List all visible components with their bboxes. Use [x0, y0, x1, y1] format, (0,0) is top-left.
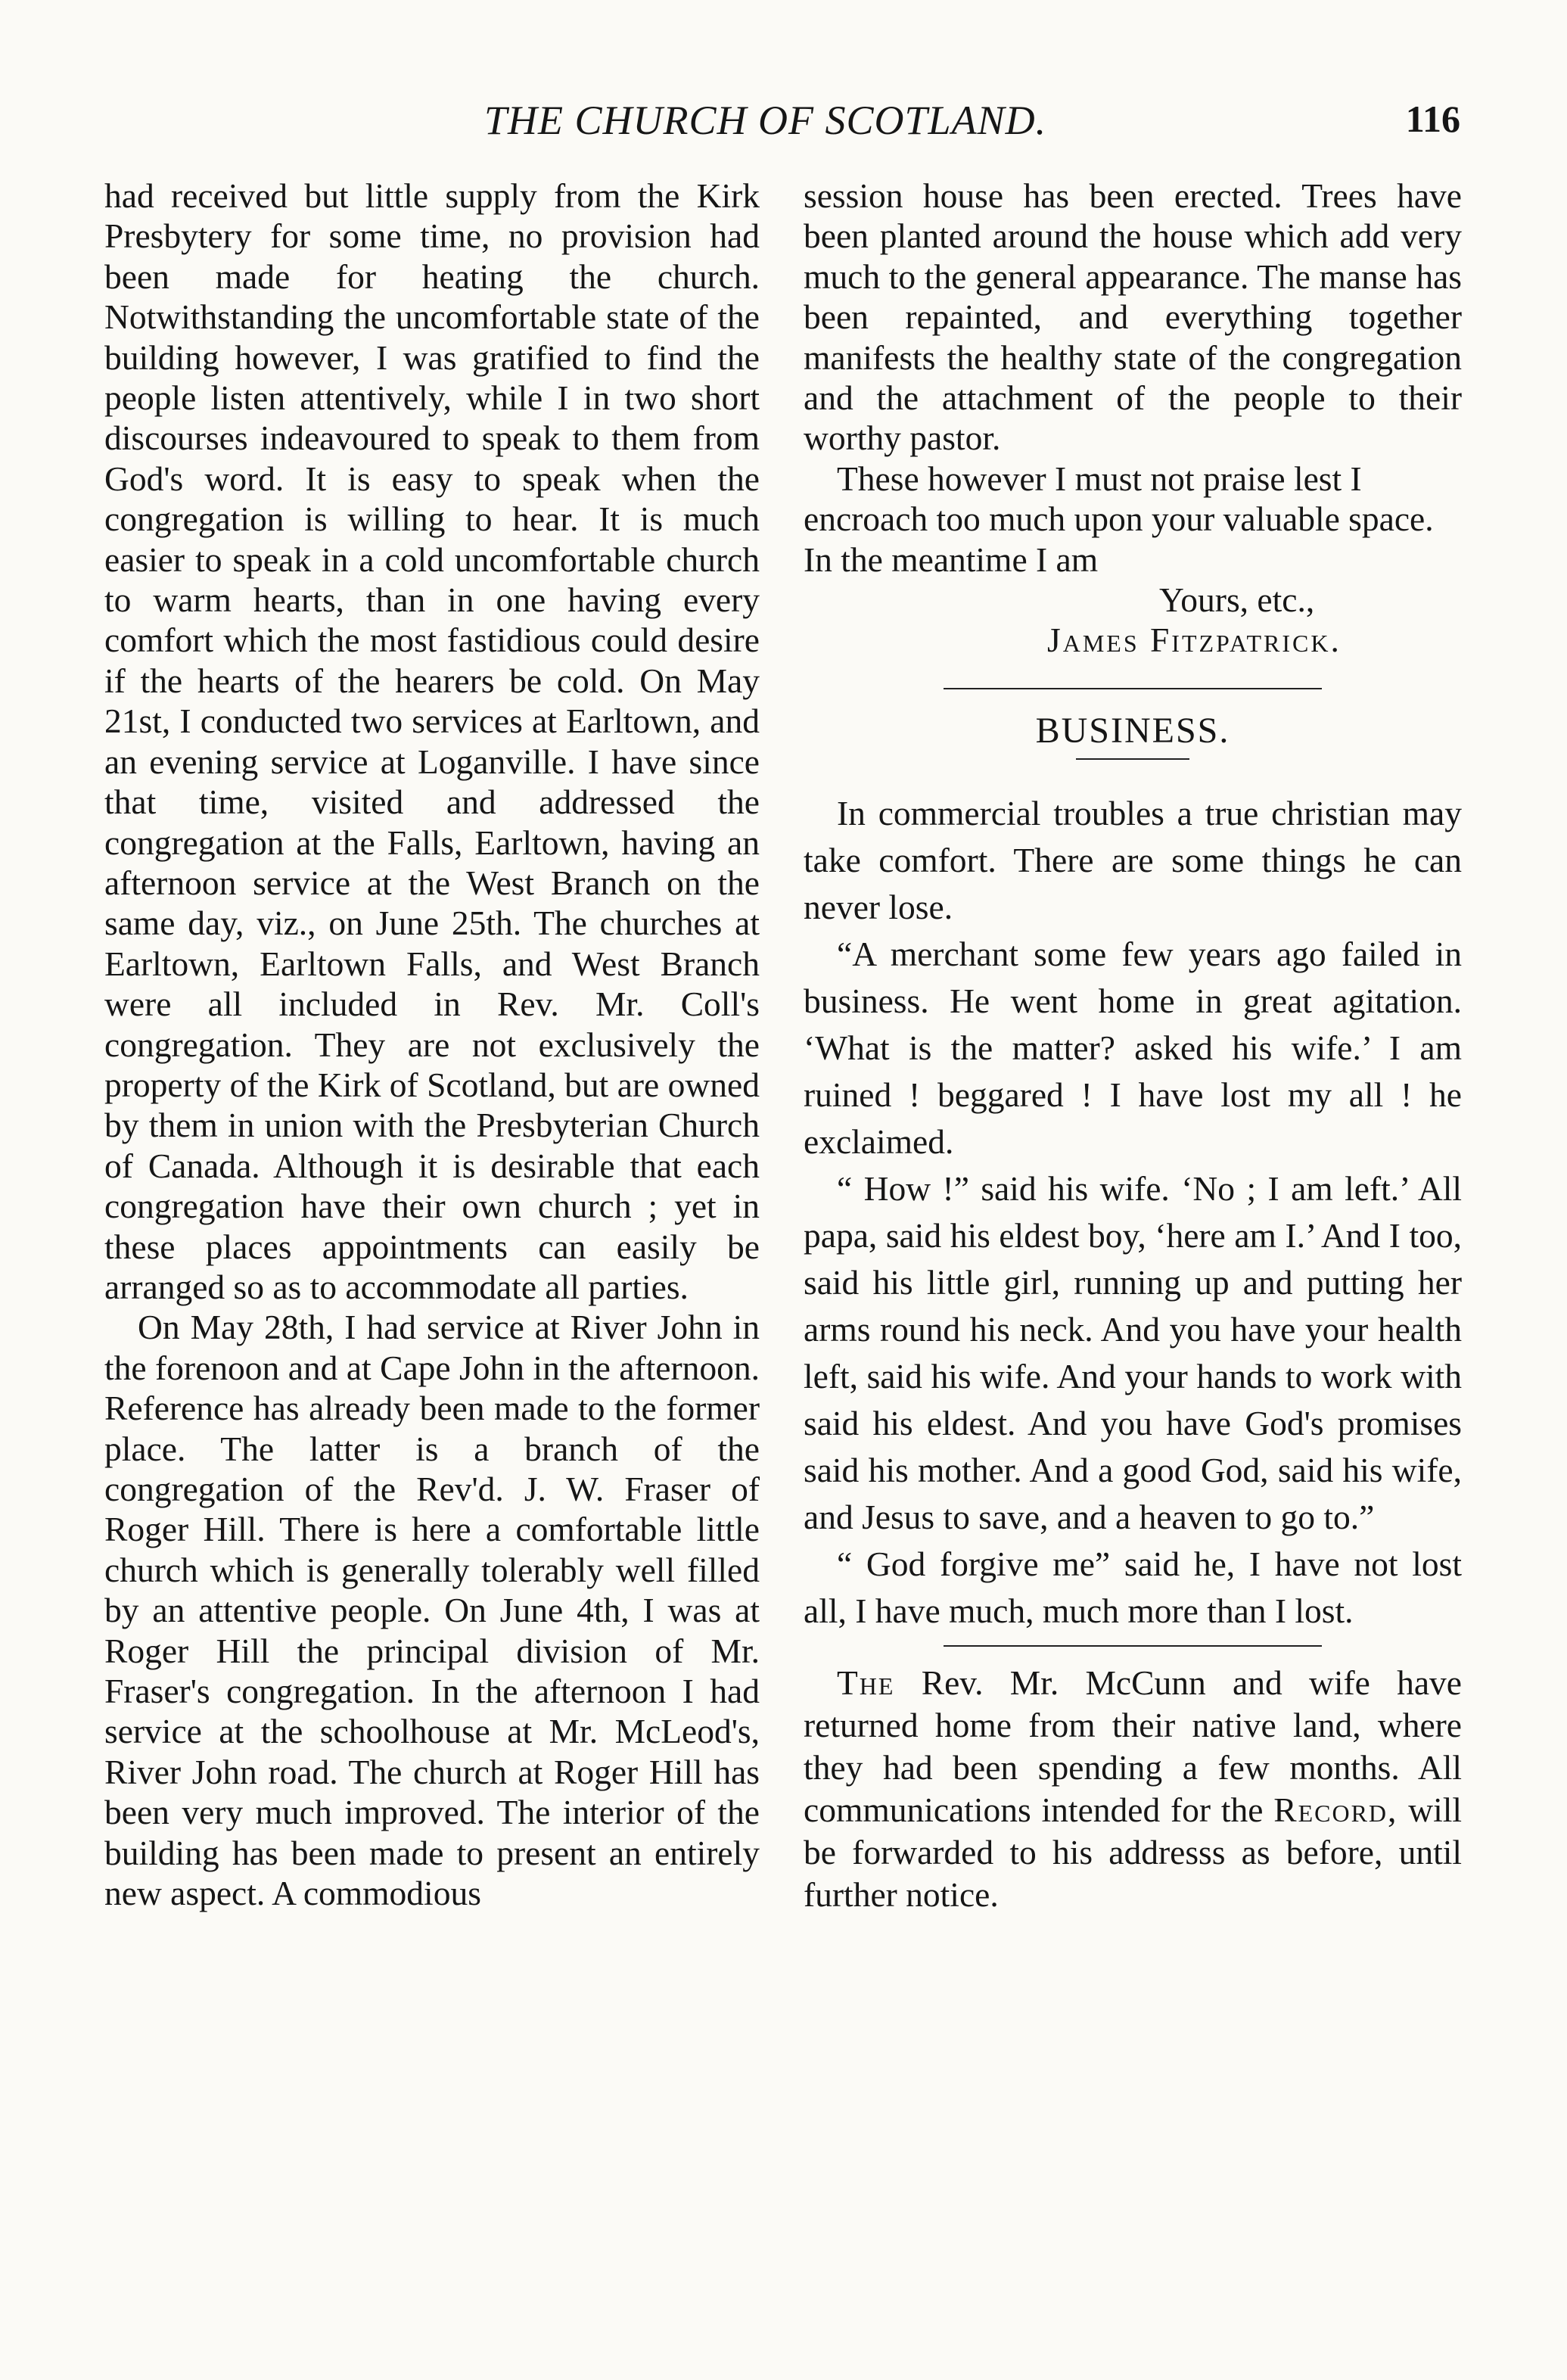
paragraph: On May 28th, I had service at River John in the forenoon and at Cape John in the afternoon. Reference has already been made to the former place. The latter is a branch of the congregation of the Rev'd. J. W. Fraser of Roger Hill. There is here a comfortable little church which is generally tolerably well filled by an attentive people. On June 4th, I was at Roger Hill the principal division of Mr. Fraser's congregation. In the afternoon I had service at the schoolhouse at Mr. McLeod's, River John road. The church at Roger Hill has been very much improved. The interior of the building has been made to present an entirely new aspect. A commodious [104, 1308, 760, 1913]
record-title: Record, [1273, 1790, 1398, 1830]
paragraph: “ How !” said his wife. ‘No ; I am left.’ All papa, said his eldest boy, ‘here am I.’ And I too, said his little girl, running up and putting her arms round his neck. And you have your health left, said his wife. And your hands to work with said his eldest. And you have God's promises said his mother. And a good God, said his wife, and Jesus to save, and a heaven to go to.” [804, 1169, 1462, 1537]
signature-salutation: Yours, etc., [1159, 580, 1315, 620]
title-underline [1076, 758, 1189, 760]
left-column [104, 176, 760, 1913]
page-header [91, 97, 1475, 157]
paragraph: had received but little supply from the Kirk Presbytery for some time, no provision had been made for heating the church. Notwithstanding the uncomfortable state of the building however, I was gratified to find the people listen attentively, while I in two short discourses indeavoured to speak to them from God's word. It is easy to speak when the congregation is willing to hear. It is much easier to speak in a cold uncomfortable church to warm hearts, than in one having every comfort which the most fastidious could desire if the hearts of the hearers be cold. On May 21st, I conducted two services at Earltown, and an evening service at Loganville. I have since that time, visited and addressed the congregation at the Falls, Earltown, having an afternoon service at the West Branch on the same day, viz., on June 25th. The churches at Earltown, Earltown Falls, and West Branch were all included in Rev. Mr. Coll's congregation. They are not exclusively the property of the Kirk of Scotland, but are owned by them in union with the Presbyterian Church of Canada. Although it is desirable that each congregation have their own church ; yet in these places appointments can easily be arranged so as to accommodate all parties. [104, 176, 760, 1306]
notice-text: Rev. Mr. McCunn and wife have returned home from their native land, where they had been spending a few months. All communications intended for the [804, 1663, 1462, 1830]
notice-lead: The [837, 1663, 895, 1703]
signature-name: James Fitzpatrick. [1047, 621, 1342, 660]
paragraph: “ God forgive me” said he, I have not lost all, I have much, much more than I lost. [804, 1545, 1462, 1631]
notice-text: will be forwarded to his addresss as before, until further notice. [804, 1790, 1463, 1915]
section-divider [944, 688, 1322, 689]
right-column [804, 176, 1462, 1916]
page-number: 116 [1405, 98, 1460, 140]
notice-paragraph [804, 1662, 1462, 1916]
paragraph: These however I must not praise lest I encroach too much upon your valuable space. In the meantime I am [804, 459, 1434, 579]
paragraph: “A merchant some few years ago failed in business. He went home in great agitation. ‘What is the matter? asked his wife.’ I am ruined ! beggared ! I have lost my all ! he exclaimed. [804, 935, 1462, 1162]
running-title: THE CHURCH OF SCOTLAND. [484, 98, 1047, 143]
section-title: BUSINESS. [1035, 710, 1230, 751]
paragraph: session house has been erected. Trees have been planted around the house which add very much to the general appearance. The manse has been repainted, and everything together manifests the healthy state of the congregation and the attachment of the people to their worthy pastor. [804, 176, 1462, 458]
section-divider [944, 1645, 1322, 1647]
paragraph: In commercial troubles a true christian may take comfort. There are some things he can never lose. [804, 794, 1462, 927]
business-article [804, 790, 1462, 1635]
